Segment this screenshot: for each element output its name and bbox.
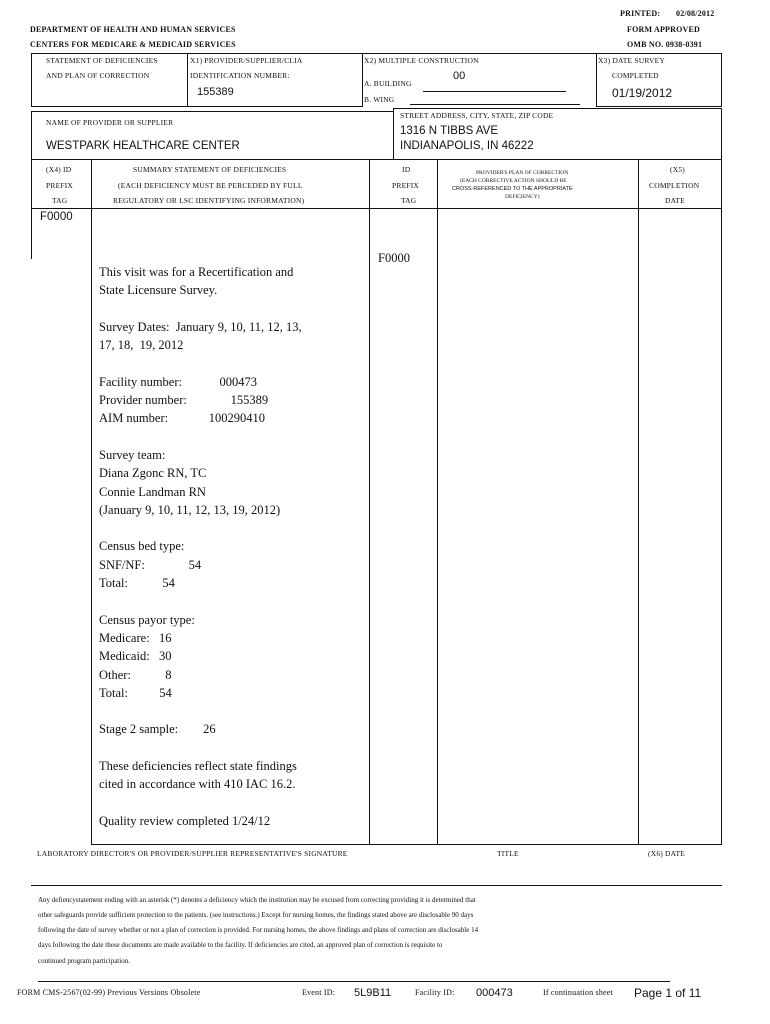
x4-header-3: TAG: [52, 196, 68, 205]
date-survey-label-2: COMPLETED: [612, 71, 659, 80]
row2-left-border: [31, 111, 32, 159]
disclaimer-line-1: Any defiencystatement ending with an asterisk (*) denotes a deficiency which the institution may be excused from correcting providing it is determined that: [38, 896, 476, 904]
id-header-1: ID: [402, 165, 411, 174]
row1-divider-2: [362, 53, 363, 107]
wing-label: B. WING: [364, 95, 395, 104]
summary-header-3: REGULATORY OR LSC IDENTIFYING INFORMATION): [113, 196, 305, 205]
footer-top-line: [38, 981, 670, 982]
x5-header-3: DATE: [665, 196, 685, 205]
table-left-border: [31, 159, 32, 259]
x4-header-2: PREFIX: [46, 181, 74, 190]
provider-name-value: WESTPARK HEALTHCARE CENTER: [46, 140, 240, 152]
summary-header-1: SUMMARY STATEMENT OF DEFICIENCIES: [133, 165, 287, 174]
signature-bottom-line: [31, 885, 722, 886]
address-line-1: 1316 N TIBBS AVE: [400, 125, 499, 137]
row1-divider-3: [596, 53, 597, 107]
plan-header-3: CROSS-REFERENCED TO THE APPROPRIATE: [452, 186, 573, 192]
address-line-2: INDIANAPOLIS, IN 46222: [400, 140, 534, 152]
provider-name-label: NAME OF PROVIDER OR SUPPLIER: [46, 118, 174, 127]
statement-label-2: AND PLAN OF CORRECTION: [46, 71, 150, 80]
row2-right-border: [721, 108, 722, 159]
provider-id-value: 155389: [197, 86, 234, 98]
id-header-3: TAG: [401, 196, 417, 205]
deficiency-summary-text: This visit was for a Recertification and State Licensure Survey. Survey Dates: January 9, 10, 11, 12, 13, 17, 18, 19, 2012 Facility number: 000473 Provider number: 155389 AIM number: 100290410 Survey team: Diana Zgonc RN, TC Connie Landman RN (January 9, 10, 11, 12, 13, 19, 2012) Census bed type: SNF/NF: 54 Total: 54 Census payor type: Medicare: 16 Medicaid: 30 Other: 8 Total: 54 Stage 2 sample: 26 These deficiencies reflect state findings cited in accordance with 410 IAC 16.2. Quality review completed 1/24/12: [99, 265, 302, 828]
multiple-construction-value: 00: [453, 70, 466, 82]
multiple-construction-label: X2) MULTIPLE CONSTRUCTION: [364, 56, 479, 65]
continuation-label: If continuation sheet: [543, 988, 613, 997]
table-header-bottom-border: [31, 208, 722, 209]
page-number: Page 1 of 11: [634, 986, 702, 1000]
date-survey-value: 01/19/2012: [612, 86, 673, 100]
disclaimer-line-2: other safeguards provide sufficient protection to the patients. (see instructions.) Except for nursing homes, the findings stated above are disclosable 90 days: [38, 911, 474, 919]
table-right-border: [721, 159, 722, 845]
row1-divider-1: [187, 53, 188, 107]
omb-number: OMB NO. 0938-0391: [627, 40, 703, 49]
building-label: A. BUILDING: [364, 79, 412, 88]
row1-top-border: [31, 53, 722, 54]
title-label: TITLE: [497, 849, 519, 858]
col-div-4: [638, 159, 639, 845]
department-title: DEPARTMENT OF HEALTH AND HUMAN SERVICES: [30, 25, 236, 34]
col-div-2: [369, 159, 370, 845]
statement-label-1: STATEMENT OF DEFICIENCIES: [46, 56, 158, 65]
row1-right-border: [721, 53, 722, 107]
x4-header-1: (X4) ID: [46, 165, 72, 174]
disclaimer-line-3: following the date of survey whether or not a plan of correction is provided. For nursing homes, the above findings and plans of correction are disclosable 14: [38, 926, 479, 934]
table-bottom-border: [91, 844, 722, 845]
col-div-3: [437, 159, 438, 845]
facility-id-label: Facility ID:: [415, 988, 455, 997]
x5-header-1: (X5): [670, 165, 685, 174]
right-prefix-tag: F0000: [378, 251, 410, 265]
x5-header-2: COMPLETION: [649, 181, 700, 190]
printed-date: 02/08/2012: [676, 9, 715, 18]
address-label: STREET ADDRESS, CITY, STATE, ZIP CODE: [400, 111, 554, 120]
centers-title: CENTERS FOR MEDICARE & MEDICAID SERVICES: [30, 40, 236, 49]
building-underline: [423, 91, 566, 92]
signature-label: LABORATORY DIRECTOR'S OR PROVIDER/SUPPLIER REPRESENTATIVE'S SIGNATURE: [37, 849, 348, 858]
event-id-label: Event ID:: [302, 988, 336, 997]
row2-divider: [393, 108, 394, 159]
wing-underline: [410, 104, 580, 105]
summary-header-2: (EACH DEFICIENCY MUST BE PERCEDED BY FULL: [118, 181, 303, 190]
left-prefix-tag: F0000: [40, 211, 73, 223]
table-top-border: [31, 159, 722, 160]
row2-top-border-left: [31, 111, 393, 112]
disclaimer-line-5: continued program participation.: [38, 957, 130, 965]
provider-id-label-1: X1) PROVIDER/SUPPLIER/CLIA: [190, 56, 303, 65]
disclaimer-line-4: days following the date these documents are made available to the facility. If deficiencies are cited, an approved plan of correction is requisite to: [38, 941, 443, 949]
provider-id-label-2: IDENTIFICATION NUMBER:: [190, 71, 290, 80]
plan-header-2: (EACH CORRECTIVE ACTION SHOULD BE: [460, 178, 567, 184]
form-number: FORM CMS-2567(02-99) Previous Versions Obsolete: [17, 988, 201, 997]
facility-id-value: 000473: [476, 987, 513, 999]
event-id-value: 5L9B11: [354, 987, 392, 999]
plan-header-1: PROVIDER'S PLAN OF CORRECTION: [476, 170, 569, 176]
plan-header-4: DEFICIENCY): [505, 194, 540, 200]
date-label: (X6) DATE: [648, 849, 686, 858]
row2-top-border-right: [393, 108, 722, 109]
col-div-1: [91, 159, 92, 845]
form-approved: FORM APPROVED: [627, 25, 701, 34]
printed-label: PRINTED:: [620, 9, 661, 18]
row1-bottom-border-left: [31, 106, 362, 107]
row1-left-border: [31, 53, 32, 107]
date-survey-label-1: X3) DATE SURVEY: [598, 56, 665, 65]
id-header-2: PREFIX: [392, 181, 420, 190]
row1-bottom-border-right: [596, 106, 722, 107]
